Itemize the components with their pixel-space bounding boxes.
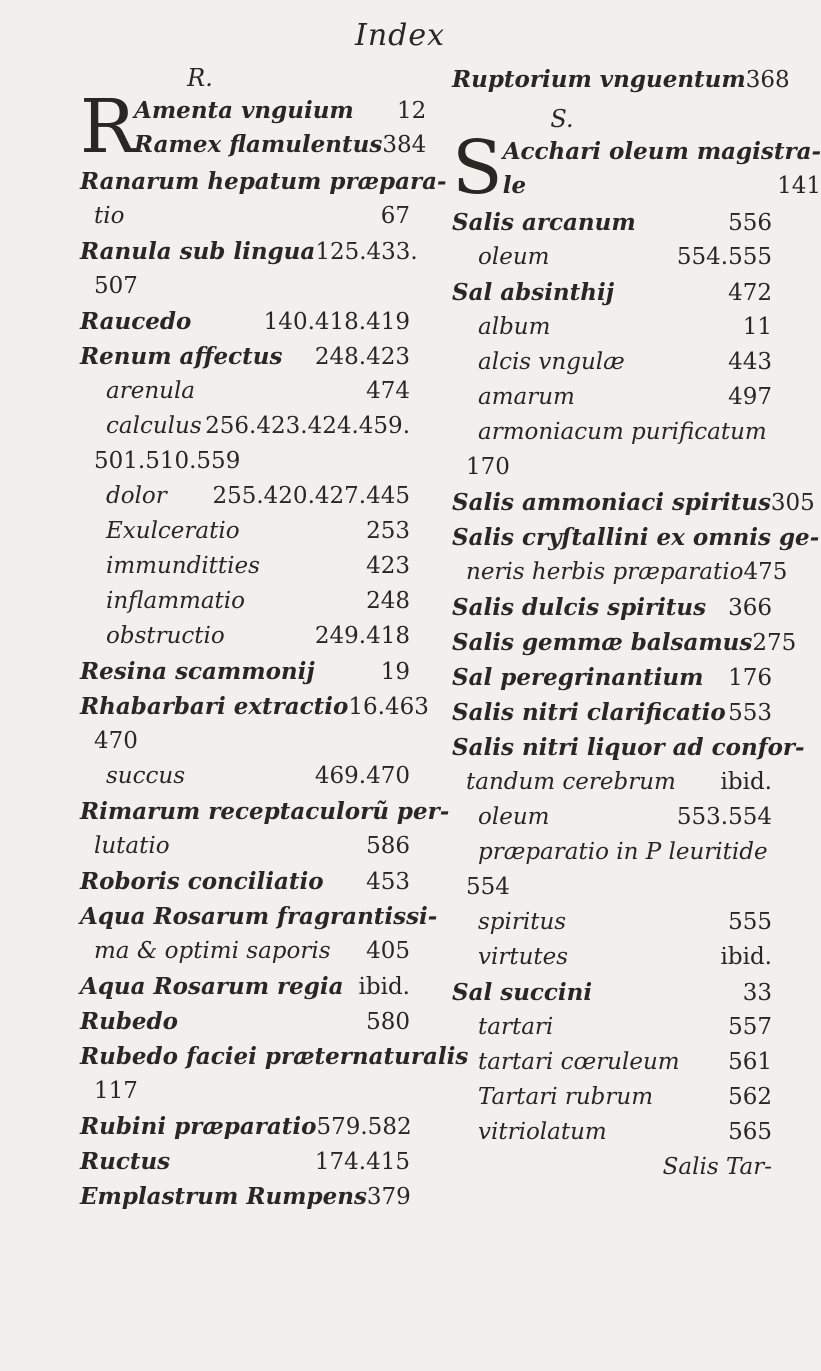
index-entry: [452, 730, 805, 765]
entry-pages: 19: [380, 659, 410, 685]
entry-term: Salis gemmæ balsamus: [452, 629, 753, 656]
entry-pages: 16.463: [348, 694, 429, 720]
entry-pages: 562: [728, 1084, 772, 1110]
index-entry: [80, 339, 410, 374]
index-entry: [452, 1115, 772, 1150]
entry-term: Raucedo: [80, 308, 192, 335]
entry-pages: 554: [466, 874, 510, 900]
entry-pages: 248.423: [314, 344, 410, 370]
entry-term: Exulceratio: [106, 518, 240, 544]
index-entry: [452, 62, 790, 97]
entry-term: le: [502, 172, 527, 199]
entry-pages: 586: [366, 833, 410, 859]
index-entry: [452, 1010, 772, 1045]
entry-term: calculus: [106, 413, 202, 439]
entry-term: vitriolatum: [478, 1119, 607, 1145]
index-entry: [80, 1109, 410, 1144]
entry-term: alcis vngulæ: [478, 349, 625, 375]
entry-pages: 474: [366, 378, 410, 404]
dropcap-block-s: [452, 125, 821, 211]
index-entry: [452, 940, 772, 975]
entry-pages: 366: [728, 595, 772, 621]
entry-pages: 580: [366, 1009, 410, 1035]
index-entry: [452, 450, 772, 485]
index-entry: [452, 520, 820, 555]
entry-term: Emplastrum Rumpens: [80, 1183, 367, 1210]
index-entry: [503, 169, 821, 203]
dropcap-r: R: [80, 84, 136, 170]
entry-term: Renum affectus: [80, 343, 283, 370]
index-entry: [452, 870, 772, 905]
entry-term: oleum: [478, 804, 550, 830]
entry-pages: 405: [366, 938, 410, 964]
entry-pages: 453: [366, 869, 410, 895]
section-letter-s: S.: [550, 105, 574, 133]
entry-term: Rubedo: [80, 1008, 178, 1035]
entry-term: immunditties: [106, 553, 260, 579]
index-entry: [452, 835, 772, 870]
entry-term: Ramex flamulentus: [134, 131, 383, 158]
entry-pages: 256.423.424.459.: [205, 413, 410, 439]
index-entry: [80, 304, 410, 339]
entry-term: album: [478, 314, 551, 340]
index-entry: [452, 275, 772, 310]
entry-term: Rhabarbari extractio: [80, 693, 349, 720]
left-column: [80, 62, 469, 1214]
page-header: Index: [354, 18, 446, 53]
entry-pages: 507: [94, 273, 138, 299]
entry-term: ma & optimi saporis: [94, 938, 331, 964]
index-entry: [80, 654, 410, 689]
entry-pages: 176: [728, 665, 772, 691]
index-entry: [80, 1144, 410, 1179]
index-entry: [452, 905, 772, 940]
entry-term: tartari: [478, 1014, 554, 1040]
index-entry: [452, 415, 772, 450]
catchword-row: [452, 1150, 772, 1185]
index-entry: [503, 135, 821, 169]
entry-term: Sal succini: [452, 979, 593, 1006]
entry-term: amarum: [478, 384, 575, 410]
entry-term: præparatio in P leuritide: [478, 839, 768, 865]
entry-pages: 553: [728, 700, 772, 726]
entry-pages: 12: [396, 98, 427, 124]
entry-term: Rimarum receptaculorũ per-: [80, 798, 450, 825]
entry-pages: ibid.: [358, 974, 410, 1000]
entry-term: Sal peregrinantium: [452, 664, 704, 691]
index-entry: [80, 269, 410, 304]
entry-term: Salis arcanum: [452, 209, 636, 236]
index-entry: [452, 555, 788, 590]
index-entry: [80, 1039, 469, 1074]
index-entry: [80, 1074, 410, 1109]
entry-pages: 379: [366, 1184, 411, 1210]
entry-pages: 555: [728, 909, 772, 935]
entry-pages: 67: [380, 203, 410, 229]
entry-pages: 305: [770, 490, 815, 516]
entry-term: Amenta vnguium: [134, 97, 354, 124]
entry-term: Salis nitri clarificatio: [452, 699, 726, 726]
right-column: [452, 62, 821, 1185]
entry-term: spiritus: [478, 909, 567, 935]
entry-term: Salis ammoniaci spiritus: [452, 489, 771, 516]
entry-term: Roboris conciliatio: [80, 868, 324, 895]
entry-pages: 255.420.427.445: [212, 483, 410, 509]
entry-term: Salis nitri liquor ad confor-: [452, 734, 805, 761]
left-entry-list: [80, 164, 469, 1214]
index-entry: [80, 584, 410, 619]
entry-pages: 497: [728, 384, 772, 410]
index-entry: [452, 310, 772, 345]
index-entry: [452, 380, 772, 415]
index-entry: [80, 514, 410, 549]
entry-pages: ibid.: [720, 944, 772, 970]
entry-pages: 248: [366, 588, 410, 614]
catchword: Salis Tar-: [662, 1154, 772, 1180]
entry-pages: 368: [745, 67, 790, 93]
index-entry: [80, 444, 410, 479]
index-entry: [134, 94, 426, 128]
entry-term: Salis cryſtallini ex omnis ge-: [452, 524, 820, 551]
index-entry: [452, 975, 772, 1010]
entry-term: tio: [94, 203, 125, 229]
entry-term: Sal absinthij: [452, 279, 615, 306]
entry-term: Rubedo faciei præternaturalis: [80, 1043, 469, 1070]
index-entry: [134, 128, 426, 162]
index-entry: [452, 240, 772, 275]
index-entry: [80, 759, 410, 794]
section-letter-r: R.: [187, 64, 213, 92]
entry-pages: 125.433.: [315, 239, 418, 265]
entry-term: tartari cœruleum: [478, 1049, 680, 1075]
index-entry: [80, 549, 410, 584]
entry-pages: 469.470: [314, 763, 410, 789]
entry-term: Tartari rubrum: [478, 1084, 654, 1110]
index-entry: [80, 689, 429, 724]
entry-pages: 174.415: [314, 1149, 410, 1175]
index-entry: [452, 590, 772, 625]
entry-term: obstructio: [106, 623, 225, 649]
entry-term: Ranarum hepatum præpara-: [80, 168, 447, 195]
entry-term: Rubini præparatio: [80, 1113, 317, 1140]
index-entry: [452, 485, 815, 520]
index-entry: [80, 969, 410, 1004]
entry-term: Ruptorium vnguentum: [452, 66, 746, 93]
entry-pages: 140.418.419: [263, 309, 410, 335]
entry-term: lutatio: [94, 833, 170, 859]
entry-pages: 475: [743, 559, 788, 585]
entry-pages: 554.555: [676, 244, 772, 270]
entry-pages: 553.554: [676, 804, 772, 830]
entry-term: oleum: [478, 244, 550, 270]
index-entry: [80, 479, 410, 514]
index-entry: [80, 234, 418, 269]
entry-term: Salis dulcis spiritus: [452, 594, 707, 621]
index-entry: [80, 409, 410, 444]
index-entry: [452, 800, 772, 835]
entry-pages: 561: [728, 1049, 772, 1075]
dropcap-entries: [134, 94, 426, 162]
index-entry: [80, 899, 438, 934]
index-entry: [452, 205, 772, 240]
index-entry: [452, 765, 772, 800]
entry-term: succus: [106, 763, 185, 789]
entry-pages: 565: [728, 1119, 772, 1145]
entry-pages: ibid.: [720, 769, 772, 795]
entry-term: virtutes: [478, 944, 569, 970]
entry-pages: 253: [366, 518, 410, 544]
entry-pages: 556: [728, 210, 772, 236]
entry-term: armoniacum purificatum: [478, 419, 767, 445]
entry-pages: 557: [728, 1014, 772, 1040]
entry-term: Aqua Rosarum fragrantissi-: [80, 903, 438, 930]
entry-pages: 275: [752, 630, 797, 656]
entry-pages: 423: [366, 553, 410, 579]
index-entry: [80, 864, 410, 899]
index-entry: [452, 625, 797, 660]
entry-pages: 472: [728, 280, 772, 306]
entry-pages: 117: [94, 1078, 138, 1104]
dropcap-s: S: [452, 125, 503, 211]
index-entry: [452, 345, 772, 380]
entry-pages: 501.510.559: [94, 448, 241, 474]
index-entry: [80, 1179, 410, 1214]
entry-pages: 11: [742, 314, 772, 340]
entry-pages: 141: [777, 173, 821, 199]
index-entry: [80, 794, 450, 829]
dropcap-entries: [503, 135, 821, 203]
entry-term: Aqua Rosarum regia: [80, 973, 344, 1000]
entry-term: neris herbis præparatio: [466, 559, 744, 585]
entry-pages: 33: [742, 980, 772, 1006]
entry-pages: 470: [94, 728, 138, 754]
index-entry: [80, 829, 410, 864]
entry-term: dolor: [106, 483, 167, 509]
entry-term: inflammatio: [106, 588, 245, 614]
entry-term: Ructus: [80, 1148, 171, 1175]
index-entry: [80, 934, 410, 969]
index-entry: [80, 724, 410, 759]
index-entry: [80, 1004, 410, 1039]
index-entry: [80, 374, 410, 409]
index-entry: [80, 619, 410, 654]
right-entry-list: [452, 205, 820, 1150]
index-entry: [452, 1045, 772, 1080]
entry-term: Resina scammonij: [80, 658, 315, 685]
entry-pages: 249.418: [314, 623, 410, 649]
entry-term: tandum cerebrum: [466, 769, 676, 795]
entry-pages: 443: [728, 349, 772, 375]
entry-term: Acchari oleum magistra-: [502, 138, 821, 165]
entry-term: arenula: [106, 378, 196, 404]
index-entry: [80, 199, 410, 234]
index-entry: [452, 660, 772, 695]
index-entry: [80, 164, 447, 199]
entry-pages: 579.582: [316, 1114, 412, 1140]
index-entry: [452, 695, 772, 730]
index-entry: [452, 1080, 772, 1115]
dropcap-block-r: [80, 84, 427, 170]
entry-term: Ranula sub lingua: [80, 238, 316, 265]
entry-pages: 384: [382, 132, 427, 158]
entry-pages: 170: [466, 454, 510, 480]
